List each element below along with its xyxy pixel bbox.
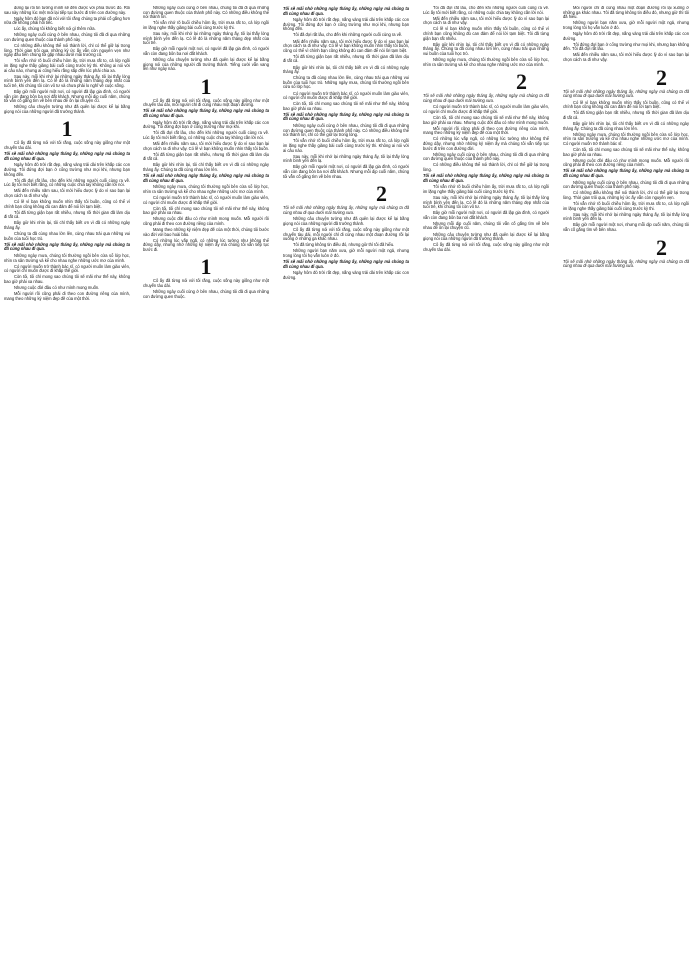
paragraph: Bây giờ mỗi người một nơi, có người đã lập gia đình, có người vẫn còn đang bôn ba nơi đất khách. — [423, 210, 549, 220]
paragraph: Mãi đến nhiều năm sau, tôi mới hiểu được lý do vì sao bạn lại chọn cách ra đi như vậy. Có lẽ vì bạn không muốn nhìn thấy tôi buồn. — [143, 140, 269, 151]
paragraph: Bây giờ mỗi người một nơi, có người đã lập gia đình, có người vẫn còn đang bôn ba nơi đất khách. Nhưng mỗi dịp cuối năm, chúng tôi vẫn cố gắng tìm về bên nhau. — [283, 164, 409, 179]
paragraph: Có người muốn trở thành bác sĩ, có người muốn làm giáo viên, có người chỉ muốn được đi khắp thế giới. — [283, 90, 409, 101]
paragraph: Sau này, mỗi khi nhớ lại những ngày tháng ấy, tôi lại thấy lòng mình bình yên đến lạ. — [563, 211, 689, 222]
section-number: 2 — [516, 69, 527, 95]
paragraph: Mỗi người chỉ đi cùng nhau một đoạn đường rồi lại xuống ở những ga khác nhau. Tôi đã từng không tin điều đó, nhưng giờ thì tôi đã hiểu. — [563, 6, 689, 20]
pull-quote: Tôi sẽ mãi nhớ những ngày tháng ấy, những ngày mà chúng ta đã cùng nhau đi qua. — [563, 168, 689, 179]
text-column-1 — [4, 6, 130, 956]
paragraph: Những người bạn năm xưa, giờ mỗi người một ngả, nhưng trong lòng tôi họ vẫn luôn ở đó. — [563, 20, 689, 30]
paragraph: Những người bạn năm xưa, giờ mỗi người một ngả, nhưng trong lòng tôi họ vẫn luôn ở đó. — [283, 248, 409, 258]
paragraph: Bây giờ khi nhìn lại, tôi chỉ thấy biết ơn vì đã có những ngày tháng ấy. — [283, 64, 409, 75]
section-epigraph: Tôi sẽ mãi nhớ những ngày tháng ấy, những ngày mà chúng ta đã cùng nhau đi qua dưới mái trường xưa. — [563, 258, 689, 269]
pull-quote: Tôi sẽ mãi nhớ những ngày tháng ấy, những ngày mà chúng ta đã cùng nhau đi qua. — [143, 173, 269, 183]
paragraph: Mỗi người rồi cũng phải đi theo con đường riêng của mình, mang theo những kỷ niệm đẹp đẽ của một thời. — [423, 125, 549, 136]
paragraph: Bây giờ mỗi người một nơi, có người đã lập gia đình, có người vẫn còn đang bôn ba nơi đất khách. — [143, 46, 269, 56]
paragraph: Ngày hôm đó trời rất đẹp, nắng vàng trải dài trên khắp các con đường. Tôi đứng đợi bạn ở cổng trường như mọi khi, nhưng bạn không đến. — [4, 162, 130, 177]
paragraph: Bây giờ khi nhìn lại, tôi chỉ thấy biết ơn vì đã có những ngày tháng ấy. Chúng ta đã cùng nhau lớn lên. — [143, 162, 269, 172]
paragraph: Còn tôi, tôi chỉ mong sao chúng tôi sẽ mãi như thế này, không bao giờ phải xa nhau. — [4, 274, 130, 284]
paragraph: Nhưng cuộc đời đâu có như mình mong muốn. Mỗi người rồi cũng phải đi theo con đường riêng của mình. — [563, 157, 689, 168]
paragraph: Tôi vẫn nhớ rõ buổi chiều hôm ấy, trời mưa rất to, cả lớp ngồi im lặng nghe thầy giảng bài cuối cùng trước kỳ thi. Không ai nói với ai câu nào. — [283, 138, 409, 153]
paragraph: Còn tôi, tôi chỉ mong sao chúng tôi sẽ mãi như thế này, không bao giờ phải xa nhau. Nhưng cuộc đời đâu có như mình mong muốn. — [423, 115, 549, 125]
pull-quote: Tôi sẽ mãi nhớ những ngày tháng ấy, những ngày mà chúng ta đã cùng nhau đi qua. — [283, 6, 409, 16]
paragraph: Nhưng cuộc đời đâu có như mình mong muốn. Mỗi người rồi cũng phải đi theo con đường riêng của mình. — [143, 216, 269, 226]
paragraph: Mãi đến nhiều năm sau, tôi mới hiểu được lý do vì sao bạn lại chọn cách ra đi như vậy. Có lẽ vì bạn không muốn nhìn thấy tôi buồn, cũng có thể vì chính bạn cũng không đủ can đảm để nói lời tạm biệt. — [283, 38, 409, 53]
paragraph: Tôi vẫn nhớ rõ buổi chiều hôm ấy, trời mưa rất to, cả lớp ngồi im lặng nghe thầy giảng bài cuối cùng trước kỳ thi. — [423, 184, 549, 194]
paragraph: Sau này, mỗi khi nhớ lại những ngày tháng ấy, tôi lại thấy lòng mình bình yên đến lạ. Có lẽ đó là những năm tháng đẹp nhất của tuổi trẻ. — [143, 30, 269, 46]
paragraph: Còn tôi, tôi chỉ mong sao chúng tôi sẽ mãi như thế này, không bao giờ phải xa nhau. — [283, 101, 409, 111]
paragraph: Có người muốn trở thành bác sĩ, có người muốn làm giáo viên, có người chỉ muốn được đi khắp thế giới. — [143, 194, 269, 205]
paragraph: Có những lúc vấp ngã, có những lúc tưởng như không thể đứng dậy, nhưng nhờ những kỷ niệm ấy mà chúng tôi vẫn tiếp tục bước đi trên con đường đời. — [423, 136, 549, 151]
paragraph: Cô ấy đã từng nói với tôi rằng, cuộc sống này giống như một chuyến tàu dài. — [423, 242, 549, 252]
paragraph: Cô ấy đã từng nói với tôi rằng, cuộc sống này giống như một chuyến tàu dài, mỗi người chỉ đi cùng nhau một đoạn đường. — [143, 97, 269, 108]
paragraph: Chúng ta đã cùng nhau lớn lên, cùng nhau trải qua những vui buồn của tuổi học trò. — [4, 231, 130, 241]
paragraph: Những ngày cuối cùng ở bên nhau, chúng tôi đã đi qua những con đường quen thuộc của thành phố này. Có những điều không thể nói thành lời, chỉ có thể giữ lại trong lòng. — [283, 123, 409, 138]
paragraph: Những câu chuyện tưởng như đã quên lại được kể lại bằng giọng nói của những người đã trưởng thành. — [423, 231, 549, 242]
paragraph: Mãi đến nhiều năm sau, tôi mới hiểu được lý do vì sao bạn lại chọn cách ra đi như vậy. — [4, 188, 130, 198]
paragraph: Ngày hôm đó bạn đã nói với tôi rằng chúng ta phải cố gắng hơn nữa để không phải hối tiếc. — [4, 15, 130, 26]
paragraph: Nhưng mỗi dịp cuối năm, chúng tôi vẫn cố gắng tìm về bên nhau để ôn lại chuyện cũ. — [423, 220, 549, 231]
paragraph: Bây giờ khi nhìn lại, tôi chỉ thấy biết ơn vì đã có những ngày tháng ấy. Chúng ta đã cùng nhau lớn lên. — [563, 121, 689, 131]
paragraph: Có những điều không thể nói thành lời, chỉ có thể giữ lại trong lòng. Thời gian trôi qua, những ký ức ấy vẫn còn nguyên vẹn. — [563, 190, 689, 200]
paragraph: Những ngày cuối cùng ở bên nhau, chúng tôi đã đi qua những con đường quen thuộc của thành phố này. — [423, 151, 549, 162]
section-epigraph: Tôi sẽ mãi nhớ những ngày tháng ấy, những ngày mà chúng ta đã cùng nhau đi qua dưới mái trường xưa. — [423, 93, 549, 103]
paragraph: Tôi đã đợi rất lâu, cho đến khi những người cuối cùng ra về. — [293, 32, 403, 38]
paragraph: Những câu chuyện tưởng như đã quên lại được kể lại bằng giọng nói của những người đã trưởng thành. — [4, 104, 130, 114]
section-number: 2 — [656, 234, 667, 260]
section-number: 2 — [376, 181, 387, 207]
paragraph: Cô ấy đã từng nói với tôi rằng, cuộc sống này giống như một chuyến tàu dài. — [143, 278, 269, 289]
paragraph: Tôi đã từng giận bạn rất nhiều, nhưng rồi thời gian đã làm dịu đi tất cả. — [4, 209, 130, 220]
paragraph: Có lẽ vì bạn không muốn nhìn thấy tôi buồn, cũng có thể vì chính bạn cũng không đủ can đảm để nói lời tạm biệt. Tôi đã từng giận bạn rất nhiều. — [423, 26, 549, 41]
paragraph: Còn tôi, tôi chỉ mong sao chúng tôi sẽ mãi như thế này, không bao giờ phải xa nhau. — [143, 205, 269, 216]
section-number: 1 — [200, 254, 212, 280]
paragraph: Bây giờ mỗi người một nơi, có người đã lập gia đình, có người vẫn còn đang bôn ba nơi đất khách. Nhưng mỗi dịp cuối năm, chúng tôi vẫn cố gắng tìm về bên nhau để ôn lại chuyện cũ. — [4, 89, 130, 104]
section-number: 1 — [61, 116, 73, 142]
paragraph: Những câu chuyện tưởng như đã quên lại được kể lại bằng giọng nói của những người đã trưởng thành. — [283, 216, 409, 226]
paragraph: Bây giờ khi nhìn lại, tôi chỉ thấy biết ơn vì đã có những ngày tháng ấy. — [4, 220, 130, 230]
text-column-4 — [423, 6, 549, 956]
paragraph: Ngày hôm đó trời rất đẹp, nắng vàng trải dài trên khắp các con đường. Tôi đứng đợi bạn ở cổng trường như mọi khi, nhưng bạn không đến. — [283, 17, 409, 32]
pull-quote: Tôi sẽ mãi nhớ những ngày tháng ấy, những ngày mà chúng ta đã cùng nhau đi qua. — [283, 259, 409, 269]
paragraph: Những ngày mưa, chúng tôi thường ngồi bên cửa sổ lớp học, nhìn ra sân trường và kể cho nhau nghe những ước mơ của mình. Có người muốn trở thành bác sĩ. — [563, 131, 689, 146]
paragraph: Có lẽ vì bạn không muốn nhìn thấy tôi buồn, cũng có thể vì chính bạn cũng không đủ can đảm để nói lời tạm biệt. — [4, 199, 130, 209]
paragraph: Có người muốn trở thành bác sĩ, có người muốn làm giáo viên, có người chỉ muốn được đi khắp thế giới. — [423, 104, 549, 114]
paragraph: Tôi vẫn nhớ rõ buổi chiều hôm ấy, trời mưa rất to, cả lớp ngồi im lặng nghe thầy giảng bài cuối cùng trước kỳ thi. — [563, 201, 689, 211]
paragraph: Có người muốn trở thành bác sĩ, có người muốn làm giáo viên, có người chỉ muốn được đi khắp thế giới. — [4, 263, 130, 274]
paragraph: Ngày hôm đó trời rất đẹp, nắng vàng trải dài trên khắp các con đường. — [563, 30, 689, 41]
paragraph: Những ngày mưa, chúng tôi thường ngồi bên cửa sổ lớp học, nhìn ra sân trường và kể cho nhau nghe những ước mơ của mình. — [143, 184, 269, 194]
paragraph: Tôi vẫn nhớ rõ buổi chiều hôm ấy, trời mưa rất to, cả lớp ngồi im lặng nghe thầy giảng bài cuối cùng trước kỳ thi. Không ai nói với ai câu nào, nhưng ai cũng hiểu rằng sắp đến lúc phải chia xa. — [4, 58, 130, 73]
paragraph: Nhưng cuộc đời đâu có như mình mong muốn. — [14, 285, 100, 290]
paragraph: Có những điều không thể nói thành lời, chỉ có thể giữ lại trong lòng. Thời gian trôi qua, những ký ức ấy vẫn còn nguyên vẹn như ngày đầu tiên chúng tôi gặp nhau dưới mái trường cũ. — [4, 43, 130, 58]
section-epigraph: Tôi sẽ mãi nhớ những ngày tháng ấy, những ngày mà chúng ta đã cùng nhau đi qua dưới mái trường xưa. — [283, 205, 409, 215]
paragraph: Tôi đã từng không tin điều đó, nhưng giờ thì tôi đã hiểu. — [293, 242, 395, 248]
paragraph: Tôi đã đợi rất lâu, cho đến khi những người cuối cùng ra về. Lúc ấy tôi mới biết rằng, có những cuộc chia tay không cần lời nói. — [423, 6, 549, 15]
paragraph: Những ngày cuối cùng ở bên nhau, chúng tôi đã đi qua những con đường quen thuộc của thành phố này. Có những điều không thể nói thành lời. — [143, 6, 269, 20]
paragraph: Tôi đã đợi rất lâu, cho đến khi những người cuối cùng ra về. Lúc ấy tôi mới biết rằng, có những cuộc chia tay không cần lời nói. — [143, 130, 269, 140]
paragraph: Tôi đứng đợi bạn ở cổng trường như mọi khi, nhưng bạn không đến. Tôi đã đợi rất lâu. — [563, 41, 689, 52]
paragraph: Mãi đến nhiều năm sau, tôi mới hiểu được lý do vì sao bạn lại chọn cách ra đi như vậy. — [423, 15, 549, 26]
paragraph: Sau này, mỗi khi nhớ lại những ngày tháng ấy, tôi lại thấy lòng mình bình yên đến lạ. Có lẽ đó là những năm tháng đẹp nhất của tuổi trẻ, khi chúng tôi còn vô tư. — [423, 194, 549, 210]
text-column-5 — [563, 6, 689, 956]
paragraph: Có những lúc vấp ngã, có những lúc tưởng như không thể đứng dậy, nhưng nhờ những kỷ niệm ấy mà chúng tôi vẫn tiếp tục bước đi. — [143, 237, 269, 252]
paragraph: Tôi đã đợi rất lâu, cho đến khi những người cuối cùng ra về. Lúc ấy tôi mới biết rằng, có những cuộc chia tay không cần lời nói. — [4, 177, 130, 188]
paragraph: Ngày hôm đó trời rất đẹp, nắng vàng trải dài trên khắp các con đường. — [283, 270, 409, 280]
paragraph: Tôi đã từng giận bạn rất nhiều, nhưng rồi thời gian đã làm dịu đi tất cả. — [143, 151, 269, 162]
paragraph: Những ngày mưa, chúng tôi thường ngồi bên cửa sổ lớp học, nhìn ra sân trường và kể cho nhau nghe những ước mơ của mình. — [4, 252, 130, 263]
paragraph: Tôi đã từng giận bạn rất nhiều, nhưng rồi thời gian đã làm dịu đi tất cả. — [283, 53, 409, 64]
paragraph: Bây giờ mỗi người một nơi, nhưng mỗi dịp cuối năm, chúng tôi vẫn cố gắng tìm về bên nhau. — [563, 222, 689, 232]
paragraph: Có những điều không thể nói thành lời, chỉ có thể giữ lại trong lòng. — [423, 162, 549, 172]
text-column-3 — [283, 6, 409, 956]
paragraph: Còn tôi, tôi chỉ mong sao chúng tôi sẽ mãi như thế này, không bao giờ phải xa nhau. — [563, 147, 689, 157]
paragraph: Mỗi người rồi cũng phải đi theo con đường riêng của mình, mang theo những kỷ niệm đẹp đẽ của một thời. — [4, 291, 130, 301]
pull-quote: Tôi sẽ mãi nhớ những ngày tháng ấy, những ngày mà chúng ta đã cùng nhau đi qua. — [283, 111, 409, 122]
paragraph: Chúng ta đã cùng nhau lớn lên, cùng nhau trải qua những vui buồn của tuổi học trò. Những ngày mưa, chúng tôi thường ngồi bên cửa sổ lớp học. — [283, 75, 409, 90]
paragraph: Những ngày mưa, chúng tôi thường ngồi bên cửa sổ lớp học, nhìn ra sân trường và kể cho nhau nghe những ước mơ của mình. — [423, 56, 549, 67]
pull-quote: Tôi sẽ mãi nhớ những ngày tháng ấy, những ngày mà chúng ta đã cùng nhau đi qua. — [143, 108, 269, 118]
paragraph: Có lẽ vì bạn không muốn nhìn thấy tôi buồn, cũng có thể vì chính bạn cũng không đủ can đảm để nói lời tạm biệt. — [563, 99, 689, 110]
pull-quote: Tôi sẽ mãi nhớ những ngày tháng ấy, những ngày mà chúng ta đã cùng nhau đi qua. — [4, 151, 130, 161]
pull-quote: Tôi sẽ mãi nhớ những ngày tháng ấy, những ngày mà chúng ta đã cùng nhau đi qua. — [4, 241, 130, 252]
paragraph: dừng lại rồi tin tưởng mình sẽ đến được với phía trước đó. Rồi sau này những lúc mệt mỏi lại tiếp tục bước đi trên con đường này. — [4, 6, 130, 15]
paragraph: Mang theo những kỷ niệm đẹp đẽ của một thời, chúng tôi bước vào đời với bao hoài bão. — [143, 226, 269, 237]
paragraph: Ngày hôm đó trời rất đẹp, nắng vàng trải dài trên khắp các con đường. Tôi đứng đợi bạn ở cổng trường như mọi khi. — [143, 119, 269, 130]
paragraph: Tôi đã từng giận bạn rất nhiều, nhưng rồi thời gian đã làm dịu đi tất cả. — [563, 110, 689, 120]
paragraph: Cô ấy đã từng nói với tôi rằng, cuộc sống này giống như một chuyến tàu dài. — [4, 140, 130, 151]
paragraph: Bây giờ khi nhìn lại, tôi chỉ thấy biết ơn vì đã có những ngày tháng ấy. Chúng ta đã cùng nhau lớn lên, cùng nhau trải qua những vui buồn của tuổi học trò. — [423, 41, 549, 56]
paragraph: Những ngày cuối cùng ở bên nhau, chúng tôi đã đi qua những con đường quen thuộc. — [143, 289, 269, 299]
paragraph: Mãi đến nhiều năm sau, tôi mới hiểu được lý do vì sao bạn lại chọn cách ra đi như vậy. — [563, 52, 689, 62]
paragraph: Những ngày cuối cùng ở bên nhau, chúng tôi đã đi qua những con đường quen thuộc của thành phố này. — [563, 179, 689, 190]
paragraph: Cô ấy đã từng nói với tôi rằng, cuộc sống này giống như một chuyến tàu dài, mỗi người chỉ đi cùng nhau một đoạn đường rồi lại xuống ở những ga khác nhau. — [283, 226, 409, 242]
paragraph: Sau này, mỗi khi nhớ lại những ngày tháng ấy, tôi lại thấy lòng mình bình yên đến lạ. — [283, 153, 409, 164]
text-column-2 — [143, 6, 269, 956]
paragraph: Tôi vẫn nhớ rõ buổi chiều hôm ấy, trời mưa rất to, cả lớp ngồi im lặng nghe thầy giảng bài cuối cùng trước kỳ thi. — [143, 20, 269, 30]
section-epigraph: Tôi sẽ mãi nhớ những ngày tháng ấy, những ngày mà chúng ta đã cùng nhau đi qua dưới mái trường xưa. — [563, 88, 689, 99]
paragraph: Những câu chuyện tưởng như đã quên lại được kể lại bằng giọng nói của những người đã trưởng thành. Tiếng cười vẫn vang lên như ngày nào. — [143, 56, 269, 72]
pull-quote: Tôi sẽ mãi nhớ những ngày tháng ấy, những ngày mà chúng ta đã cùng nhau đi qua. — [423, 173, 549, 183]
paragraph: Sau này, mỗi khi nhớ lại những ngày tháng ấy, tôi lại thấy lòng mình bình yên đến lạ. Có lẽ đó là những năm tháng đẹp nhất của tuổi trẻ, khi chúng tôi còn vô tư và chưa phải lo nghĩ về cuộc sống. — [4, 73, 130, 88]
paragraph: Lúc ấy, chúng tôi không biết nói gì thêm nữa. — [14, 26, 96, 32]
paragraph: Những ngày cuối cùng ở bên nhau, chúng tôi đã đi qua những con đường quen thuộc của thành phố này. — [4, 32, 130, 43]
section-number: 1 — [200, 73, 212, 99]
section-number: 2 — [656, 64, 667, 90]
